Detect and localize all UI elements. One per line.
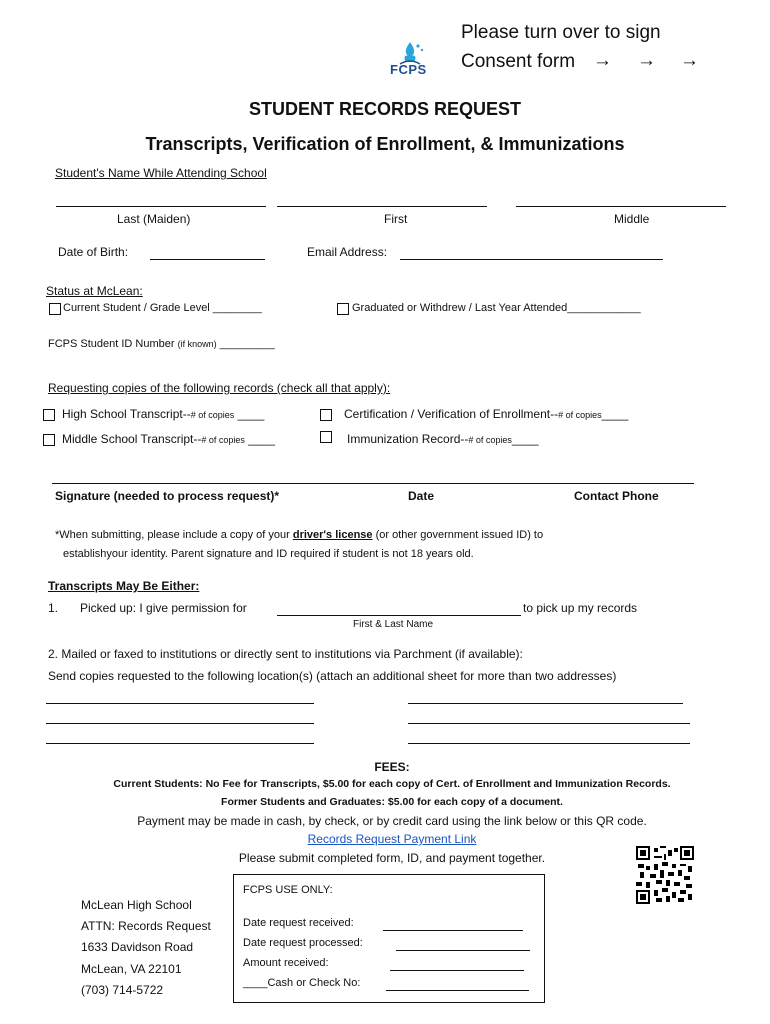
- address-line[interactable]: [408, 703, 683, 704]
- address-line[interactable]: [46, 703, 314, 704]
- current-student-checkbox[interactable]: [49, 303, 61, 315]
- records-item-label: Immunization Record--: [347, 432, 469, 446]
- date-processed-field[interactable]: [396, 950, 530, 951]
- middle-school-transcript-checkbox[interactable]: [43, 434, 55, 446]
- amount-received-field[interactable]: [390, 970, 524, 971]
- records-item: [347, 432, 539, 446]
- records-item: [62, 432, 275, 446]
- records-item-label: Certification / Verification of Enrollment--: [344, 407, 559, 421]
- contact-phone-label: Contact Phone: [574, 489, 659, 503]
- fcps-logo: [388, 38, 432, 80]
- middle-name-label: Middle: [614, 212, 650, 226]
- dob-label: Date of Birth:: [58, 245, 129, 259]
- records-item-label: High School Transcript--: [62, 407, 191, 421]
- address-line2: ATTN: Records Request: [81, 919, 211, 933]
- amount-received-label: Amount received:: [243, 957, 329, 969]
- page-subtitle: Transcripts, Verification of Enrollment, & Immunizations: [145, 134, 625, 154]
- id-note-text: *When submitting, please include a copy of your: [55, 529, 293, 541]
- fees-heading: FEES:: [374, 760, 410, 774]
- records-item-copies: # of copies: [201, 435, 245, 445]
- records-item-copies: # of copies: [190, 410, 235, 420]
- status-heading: Status at McLean:: [46, 284, 143, 298]
- records-heading: Requesting copies of the following records (check all that apply):: [48, 381, 391, 395]
- address-line[interactable]: [46, 723, 314, 724]
- qr-code-graphic: [636, 846, 694, 904]
- student-id-blank[interactable]: _________: [219, 338, 275, 350]
- arrow-right-icon: →: [637, 50, 656, 71]
- records-item-blank[interactable]: ____: [248, 432, 275, 446]
- current-student-label: Current Student / Grade Level ________: [63, 302, 262, 314]
- cash-check-field[interactable]: [386, 990, 529, 991]
- fees-line3: Payment may be made in cash, by check, or by credit card using the link below or this QR code.: [137, 814, 647, 828]
- transcripts-heading: Transcripts May Be Either:: [48, 579, 200, 593]
- date-processed-label: Date request processed:: [243, 937, 363, 949]
- date-received-label: Date request received:: [243, 917, 354, 929]
- fees-line2: Former Students and Graduates: $5.00 for each copy of a document.: [221, 796, 563, 808]
- dob-field[interactable]: [150, 259, 265, 260]
- date-label: Date: [408, 489, 435, 503]
- page-title: STUDENT RECORDS REQUEST: [248, 99, 522, 119]
- last-name-label: Last (Maiden): [117, 212, 191, 226]
- address-line[interactable]: [408, 743, 690, 744]
- address-line[interactable]: [408, 723, 690, 724]
- payment-link[interactable]: Records Request Payment Link: [307, 832, 477, 846]
- student-id-label: [48, 338, 275, 350]
- immunization-record-checkbox[interactable]: [320, 431, 332, 443]
- graduated-label: Graduated or Withdrew / Last Year Attended____________: [352, 302, 641, 314]
- records-item-copies: # of copies: [468, 435, 512, 445]
- option1-end: to pick up my records: [523, 601, 638, 615]
- office-use-heading: FCPS USE ONLY:: [243, 884, 333, 896]
- records-item-blank[interactable]: ____: [511, 432, 539, 446]
- email-label: Email Address:: [307, 245, 388, 259]
- address-line4: McLean, VA 22101: [81, 962, 182, 976]
- address-line5: (703) 714-5722: [81, 983, 164, 997]
- option2-text: 2. Mailed or faxed to institutions or directly sent to institutions via Parchment (if available):: [48, 647, 523, 661]
- date-received-field[interactable]: [383, 930, 523, 931]
- last-name-field[interactable]: [56, 206, 266, 207]
- id-note-text: (or other government issued ID) to: [372, 529, 544, 541]
- fcps-logo-text: FCPS: [390, 62, 427, 77]
- first-name-field[interactable]: [277, 206, 487, 207]
- student-id-text: FCPS Student ID Number: [48, 338, 175, 350]
- id-note: [55, 529, 543, 541]
- signature-line[interactable]: [52, 483, 694, 484]
- turn-over-line1: Please turn over to sign: [461, 22, 661, 43]
- qr-code-icon[interactable]: [636, 846, 694, 904]
- records-item: [344, 407, 628, 421]
- records-item-blank[interactable]: ____: [601, 407, 629, 421]
- address-line[interactable]: [46, 743, 314, 744]
- cash-check-label: ____Cash or Check No:: [243, 977, 361, 989]
- signature-label: Signature (needed to process request)*: [55, 489, 280, 503]
- records-item-copies: # of copies: [558, 410, 602, 420]
- first-name-label: First: [384, 212, 408, 226]
- arrow-right-icon: →: [680, 50, 699, 71]
- address-line3: 1633 Davidson Road: [81, 940, 194, 954]
- enrollment-verification-checkbox[interactable]: [320, 409, 332, 421]
- records-item: [62, 407, 264, 421]
- fees-line4: Please submit completed form, ID, and payment together.: [238, 851, 546, 865]
- records-item-label: Middle School Transcript--: [62, 432, 202, 446]
- arrow-right-icon: →: [593, 50, 612, 71]
- turn-over-line2: Consent form: [461, 51, 576, 72]
- id-note-line2: establishyour identity. Parent signature and ID required if student is not 18 years old.: [63, 548, 474, 560]
- fees-line1: Current Students: No Fee for Transcripts, $5.00 for each copy of Cert. of Enrollment and Immunization Records.: [113, 778, 671, 790]
- pickup-name-field[interactable]: [277, 615, 521, 616]
- high-school-transcript-checkbox[interactable]: [43, 409, 55, 421]
- option1-text: Picked up: I give permission for: [80, 601, 247, 615]
- email-field[interactable]: [400, 259, 663, 260]
- name-heading: Student's Name While Attending School: [55, 166, 267, 180]
- drivers-license-emphasis: driver's license: [292, 529, 373, 541]
- option1-number: 1.: [48, 601, 59, 615]
- address-line1: McLean High School: [81, 898, 192, 912]
- option1-hint: First & Last Name: [353, 619, 434, 630]
- middle-name-field[interactable]: [516, 206, 726, 207]
- student-id-hint: (if known): [177, 339, 217, 349]
- option2-line2: Send copies requested to the following location(s) (attach an additional sheet for more than two addresses): [48, 669, 617, 683]
- graduated-checkbox[interactable]: [337, 303, 349, 315]
- records-item-blank[interactable]: ____: [237, 407, 265, 421]
